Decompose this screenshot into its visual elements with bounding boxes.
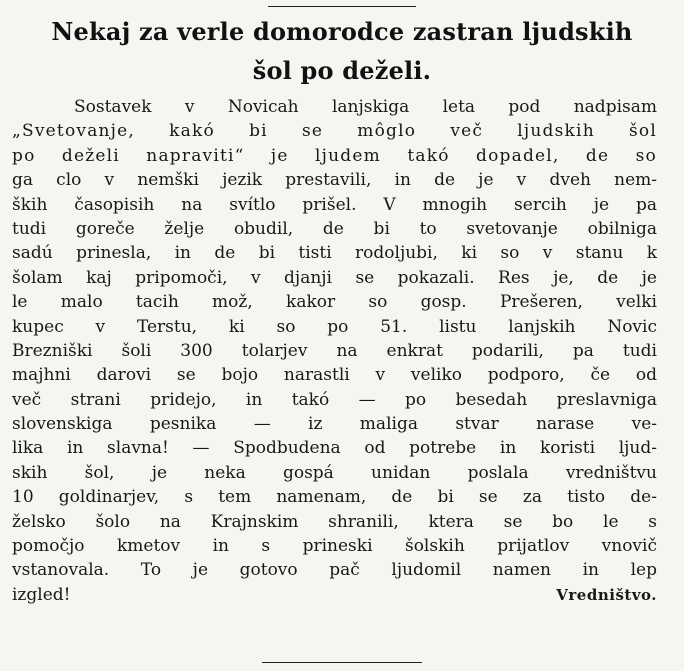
body-line: šolam kaj pripomoči, v djanji se pokazali. Res je, de je bbox=[12, 267, 657, 288]
body-line: sadú prinesla, in de bi tisti rodoljubi, ki so v stanu k bbox=[12, 243, 657, 264]
body-line-last bbox=[12, 583, 657, 607]
body-line: lika in slavna! — Spodbudena od potrebe in koristi ljud- bbox=[12, 438, 657, 459]
body-line-last-text: izgled! bbox=[12, 584, 71, 605]
body-line: pomočjo kmetov in s prineski šolskih prijatlov vnovič bbox=[12, 536, 657, 557]
body-line: Brezniški šoli 300 tolarjev na enkrat podarili, pa tudi bbox=[12, 340, 657, 361]
body-line: majhni darovi se bojo narastli v veliko podporo, če od bbox=[12, 365, 657, 386]
body-line: 10 goldinarjev, s tem namenam, de bi se za tisto de- bbox=[12, 487, 657, 508]
body-line: tudi goreče želje obudil, de bi to svetovanje obilniga bbox=[12, 218, 657, 239]
body-line: ških časopisih na svítlo prišel. V mnogih sercih je pa bbox=[12, 194, 657, 215]
top-rule bbox=[268, 6, 416, 7]
article-title-line-1: Nekaj za verle domorodce zastran ljudskih bbox=[51, 17, 633, 46]
body-line: želsko šolo na Krajnskim shranili, ktera se bo le s bbox=[12, 511, 657, 532]
signature: Vredništvo. bbox=[556, 585, 657, 604]
body-line: skih šol, je neka gospá unidan poslala vredništvu bbox=[12, 462, 657, 483]
article-title-line-2: šol po deželi. bbox=[252, 56, 432, 85]
body-line: ga clo v nemški jezik prestavili, in de je v dveh nem- bbox=[12, 170, 657, 191]
body-line: kupec v Terstu, ki so po 51. listu lanjskih Novic bbox=[12, 316, 657, 337]
body-line: vstanovala. To je gotovo pač ljudomil namen in lep bbox=[12, 560, 657, 581]
body-line: slovenskiga pesnika — iz maliga stvar narase ve- bbox=[12, 414, 657, 435]
body-line: „Svetovanje, kakó bi se môglo več ljudskih šol bbox=[12, 121, 657, 142]
body-line: Sostavek v Novicah lanjskiga leta pod nadpisam bbox=[74, 97, 657, 117]
body-line: več strani pridejo, in takó — po besedah preslavniga bbox=[12, 389, 657, 410]
body-line: po deželi napraviti“ je ljudem takó dopadel, de so bbox=[12, 145, 657, 166]
bottom-rule bbox=[262, 662, 422, 663]
body-line: le malo tacih mož, kakor so gosp. Prešeren, velki bbox=[12, 292, 657, 313]
article-body bbox=[12, 95, 657, 607]
